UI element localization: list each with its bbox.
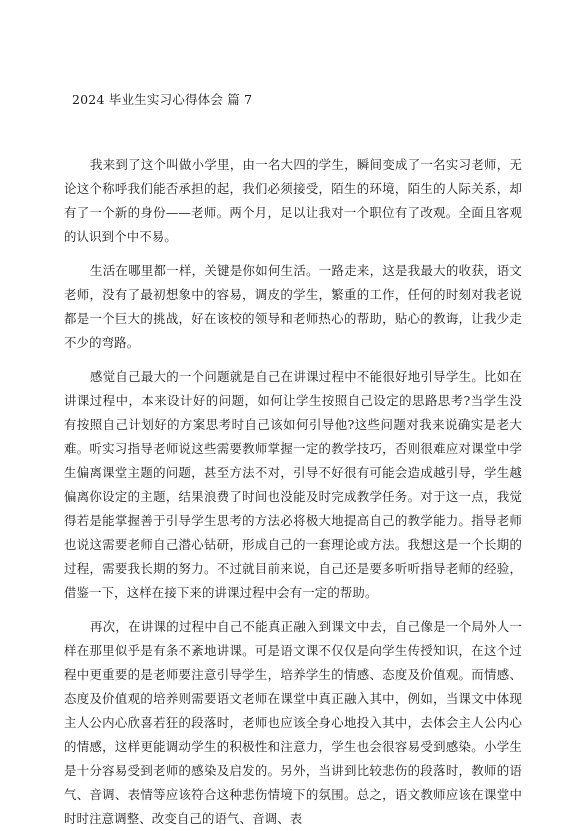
document-body: [64, 153, 522, 831]
paragraph: 再次，在讲课的过程中自己不能真正融入到课文中去，自己像是一个局外人一样在那里似乎是有条不紊地讲课。可是语文课不仅仅是向学生传授知识，在这个过程中更重要的是老师要注意引导学生，培养学生的情感、态度及价值观。而情感、态度及价值观的培养则需要语文老师在课堂中真正融入其中，例如，当课文中体现主人公内心欣喜若狂的段落时，老师也应该全身心地投入其中，去体会主人公内心的情感，这样更能调动学生的积极性和注意力，学生也会很容易受到感染。小学生是十分容易受到老师的感染及启发的。另外，当讲到比较悲伤的段落时，教师的语气、音调、表情等应该符合这种悲伤情境下的氛围。总之，语文教师应该在课堂中时时注意调整、改变自己的语气、音调、表: [64, 619, 522, 826]
document-title: 2024 毕业生实习心得体会 篇 7: [72, 92, 253, 107]
paragraph: 生活在哪里都一样，关键是你如何生活。一路走来，这是我最大的收获，语文老师，没有了最初想象中的容易，调皮的学生，繁重的工作，任何的时刻对我老说都是一个巨大的挑战，好在该校的领导和老师热心的帮助，贴心的教诲，让我少走不少的弯路。: [64, 263, 522, 350]
paragraph: 我来到了这个叫做小学里，由一名大四的学生，瞬间变成了一名实习老师，无论这个称呼我们能否承担的起，我们必须接受，陌生的环境，陌生的人际关系，却有了一个新的身份——老师。两个月，足以让我对一个职位有了改观。全面且客观的认识到个中不易。: [64, 157, 522, 244]
paragraph: 感觉自己最大的一个问题就是自己在讲课过程中不能很好地引导学生。比如在讲课过程中，本来设计好的问题，如何让学生按照自己设定的思路思考?当学生没有按照自己计划好的方案思考时自己该如何引导他?这些问题对我来说确实是老大难。听实习指导老师说这些需要教师掌握一定的教学技巧，否则很难应对课堂中学生偏离课堂主题的问题，甚至方法不对，引导不好很有可能会造成越引导，学生越偏离你设定的主题，结果浪费了时间也没能及时完成教学任务。对于这一点，我觉得若是能掌握善于引导学生思考的方法必将极大地提高自己的教学能力。指导老师也说这需要老师自己潜心钻研，形成自己的一套理论或方法。我想这是一个长期的过程，需要我长期的努力。不过就目前来说，自己还是要多听听指导老师的经验，借鉴一下，这样在接下来的讲课过程中会有一定的帮助。: [64, 369, 522, 600]
